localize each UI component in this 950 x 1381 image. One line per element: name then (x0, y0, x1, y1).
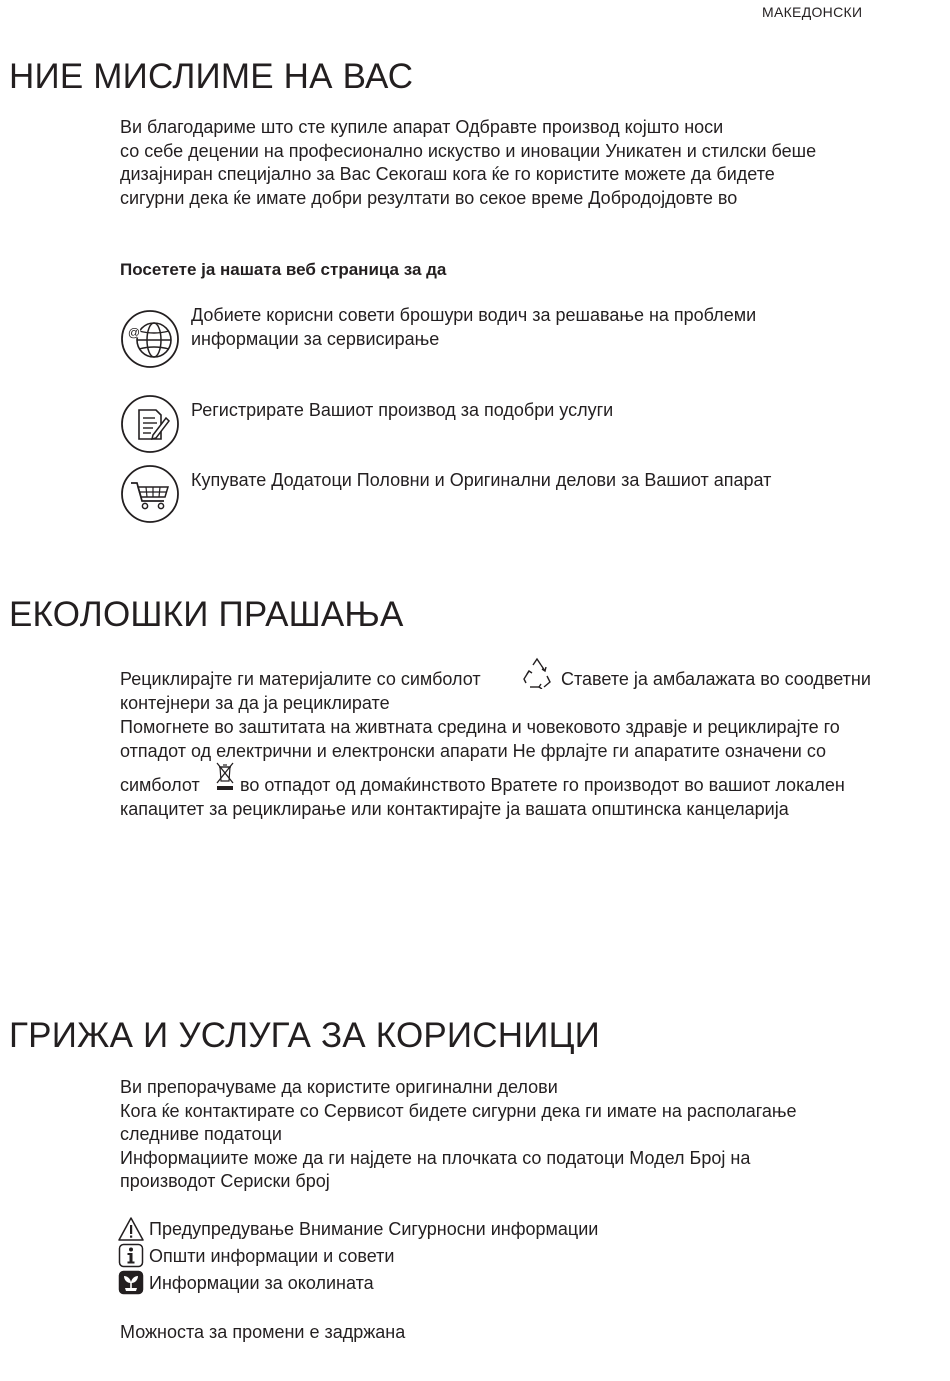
care-line: Ви препорачуваме да користите оригинални делови (120, 1077, 558, 1097)
environment-leaf-icon (118, 1270, 144, 1296)
care-line: производот Сериски број (120, 1171, 330, 1191)
section-title-ecology: ЕКОЛОШКИ ПРАШАЊА (9, 595, 404, 634)
intro-line: со себе децении на професионално искуство и иновации Уникатен и стилски беше (120, 140, 817, 161)
visit-item-line: Регистрирате Вашиот производ за подобри услуги (191, 400, 614, 420)
warning-triangle-icon (118, 1216, 144, 1242)
globe-icon (120, 309, 180, 369)
symbol-row-info (118, 1243, 718, 1269)
care-line: следниве податоци (120, 1124, 282, 1144)
visit-item-tips (120, 304, 880, 370)
ecology-line-2: контејнери за да ја рециклирате (120, 693, 390, 713)
section-title-customer-care: ГРИЖА И УСЛУГА ЗА КОРИСНИЦИ (9, 1016, 601, 1055)
visit-item-line: информации за сервисирање (191, 328, 440, 349)
info-icon (118, 1243, 144, 1269)
crossed-bin-icon (214, 761, 236, 793)
register-document-icon (120, 394, 180, 454)
ecology-line-6: капацитет за рециклирање или контактирајте ја вашата општинска канцеларија (120, 799, 789, 819)
intro-paragraph (120, 116, 920, 210)
recycle-icon (522, 657, 552, 689)
ecology-line-3: Помогнете во заштитата на живтната средина и човековото здравје и рециклирајте го (120, 717, 840, 737)
visit-item-register (120, 399, 880, 461)
ecology-line-1 (120, 668, 481, 692)
customer-care-paragraph (120, 1076, 920, 1194)
ecology-line-1-a: Рециклирајте ги материјалите со симболот (120, 669, 481, 689)
ecology-line-4: отпадот од електрични и електронски апарати Не фрлајте ги апаратите означени со (120, 741, 827, 761)
ecology-line-5-b: во отпадот од домаќинството Вратете го производот во вашиот локален (240, 775, 845, 795)
visit-heading: Посетете ја нашата веб страница за да (120, 260, 447, 279)
symbol-label: Предупредување Внимание Сигурносни информации (149, 1219, 599, 1239)
intro-line: Ви благодариме што сте купиле апарат Одбравте производ којшто носи (120, 117, 724, 137)
section-title-we-think-of-you: НИЕ МИСЛИМЕ НА ВАС (9, 57, 414, 96)
care-line: Кога ќе контактирате со Сервисот бидете сигурни дека ги имате на располагање (120, 1100, 797, 1121)
language-label: МАКЕДОНСКИ (762, 4, 863, 20)
ecology-line-1-b: Ставете ја амбалажата во соодветни (561, 669, 871, 689)
footer-note: Можноста за промени е задржана (120, 1322, 406, 1342)
symbol-row-warning (118, 1216, 718, 1242)
symbol-row-environment (118, 1270, 718, 1296)
svg-text:@: @ (127, 325, 141, 340)
care-line: Информациите може да ги најдете на плочката со податоци Модел Број на (120, 1147, 751, 1168)
visit-item-line: Добиете корисни совети брошури водич за решавање на проблеми (191, 305, 757, 325)
shopping-cart-icon (120, 464, 180, 524)
symbol-label: Општи информации и совети (149, 1246, 395, 1266)
intro-line: сигурни дека ќе имате добри резултати во секое време Добродојдовте во (120, 187, 738, 208)
symbol-label: Информации за околината (149, 1273, 374, 1293)
ecology-line-5-a: симболот (120, 775, 200, 795)
intro-line: дизајниран специјално за Вас Секогаш кога ќе го користите можете да бидете (120, 164, 775, 184)
visit-item-shop (120, 469, 880, 531)
visit-item-line: Купувате Додатоци Половни и Оригинални делови за Вашиот апарат (191, 470, 772, 490)
